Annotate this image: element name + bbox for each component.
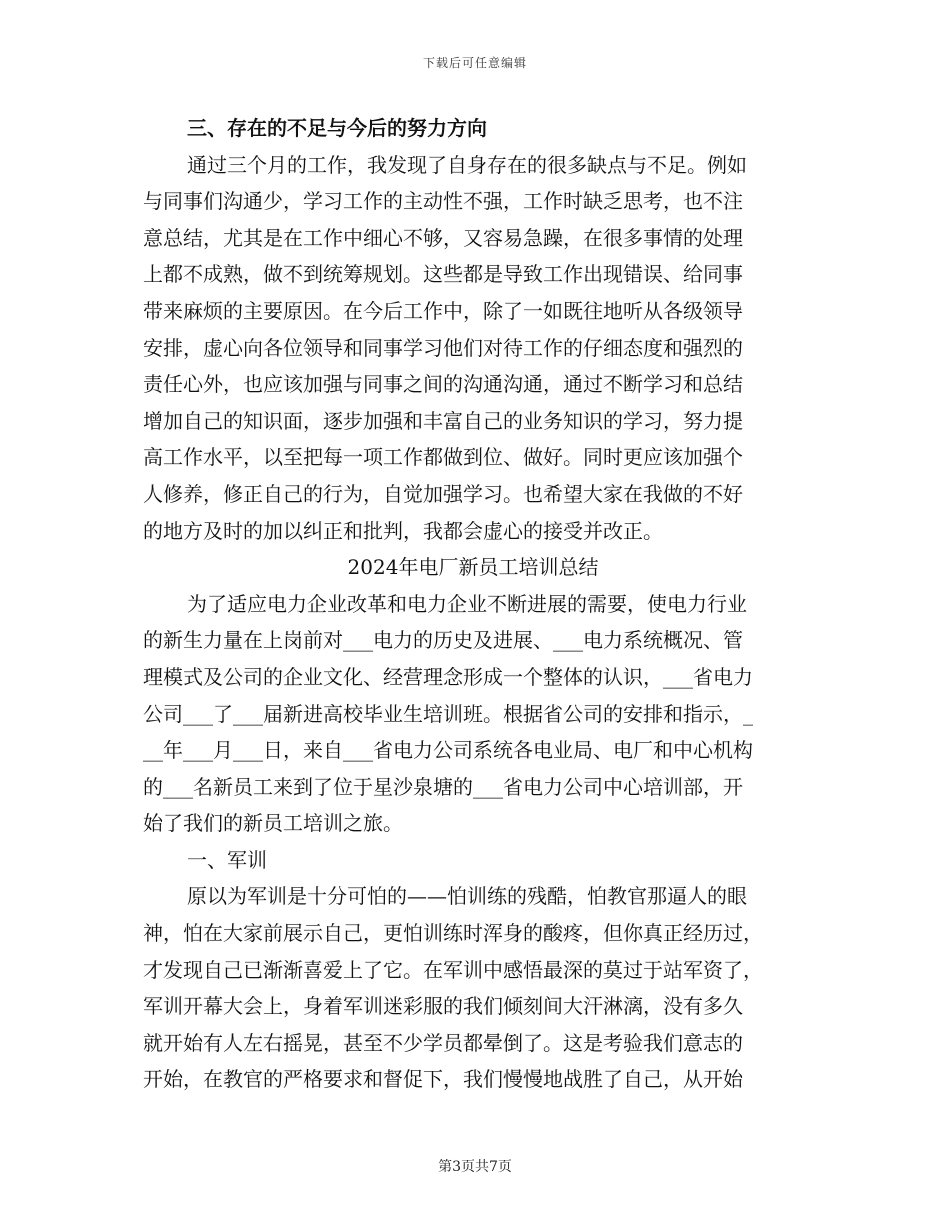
paragraph-line: 公司___了___届新进高校毕业生培训班。根据省公司的安排和指示，_ — [143, 701, 753, 726]
paragraph-line: 通过三个月的工作，我发现了自身存在的很多缺点与不足。例如 — [187, 152, 747, 177]
paragraph-line: 人修养，修正自己的行为，自觉加强学习。也希望大家在我做的不好 — [143, 481, 743, 506]
section-paragraph — [143, 147, 803, 550]
paragraph-line: 开始，在教官的严格要求和督促下，我们慢慢地战胜了自己，从开始 — [143, 1067, 743, 1092]
paragraph-line: 高工作水平，以至把每一项工作都做到位、做好。同时更应该加强个 — [143, 445, 743, 470]
military-paragraph — [143, 878, 803, 1098]
paragraph-line: 增加自己的知识面，逐步加强和丰富自己的业务知识的学习，努力提 — [143, 408, 743, 433]
paragraph-line: 始了我们的新员工培训之旅。 — [143, 811, 403, 836]
paragraph-line: 的新生力量在上岗前对___电力的历史及进展、___电力系统概况、管 — [143, 628, 743, 653]
intro-paragraph — [143, 586, 803, 842]
paragraph-line: 带来麻烦的主要原因。在今后工作中，除了一如既往地听从各级领导 — [143, 298, 743, 323]
section-heading: 三、存在的不足与今后的努力方向 — [187, 116, 487, 140]
paragraph-line: 上都不成熟，做不到统筹规划。这些都是导致工作出现错误、给同事 — [143, 262, 743, 287]
paragraph-line: 为了适应电力企业改革和电力企业不断进展的需要，使电力行业 — [187, 591, 747, 616]
paragraph-line: 就开始有人左右摇晃，甚至不少学员都晕倒了。这是考验我们意志的 — [143, 1030, 743, 1055]
page-footer: 第3页共7页 — [438, 1159, 512, 1175]
subheading: 一、军训 — [187, 847, 267, 872]
paragraph-line: 的___名新员工来到了位于星沙泉塘的___省电力公司中心培训部，开 — [143, 774, 743, 799]
paragraph-line: 才发现自己已渐渐喜爱上了它。在军训中感悟最深的莫过于站军资了， — [143, 957, 763, 982]
paragraph-line: 原以为军训是十分可怕的——怕训练的残酷，怕教官那逼人的眼 — [187, 884, 747, 909]
paragraph-line: 军训开幕大会上，身着军训迷彩服的我们倾刻间大汗淋漓，没有多久 — [143, 994, 743, 1019]
paragraph-line: 责任心外，也应该加强与同事之间的沟通沟通，通过不断学习和总结 — [143, 372, 743, 397]
document-body — [143, 110, 803, 1098]
paragraph-line: 意总结，尤其是在工作中细心不够，又容易急躁，在很多事情的处理 — [143, 225, 743, 250]
page-header: 下载后可任意编辑 — [422, 56, 527, 70]
paragraph-line: 神，怕在大家前展示自己，更怕训练时浑身的酸疼，但你真正经历过， — [143, 921, 763, 946]
paragraph-line: __年___月___日，来自___省电力公司系统各电业局、电厂和中心机构 — [143, 738, 753, 763]
paragraph-line: 的地方及时的加以纠正和批判，我都会虚心的接受并改正。 — [143, 518, 663, 543]
paragraph-line: 安排，虚心向各位领导和同事学习他们对待工作的仔细态度和强烈的 — [143, 335, 743, 360]
article-title: 2024年电厂新员工培训总结 — [347, 555, 599, 580]
paragraph-line: 与同事们沟通少，学习工作的主动性不强，工作时缺乏思考，也不注 — [143, 189, 743, 214]
paragraph-line: 理模式及公司的企业文化、经营理念形成一个整体的认识，___省电力 — [143, 664, 753, 689]
